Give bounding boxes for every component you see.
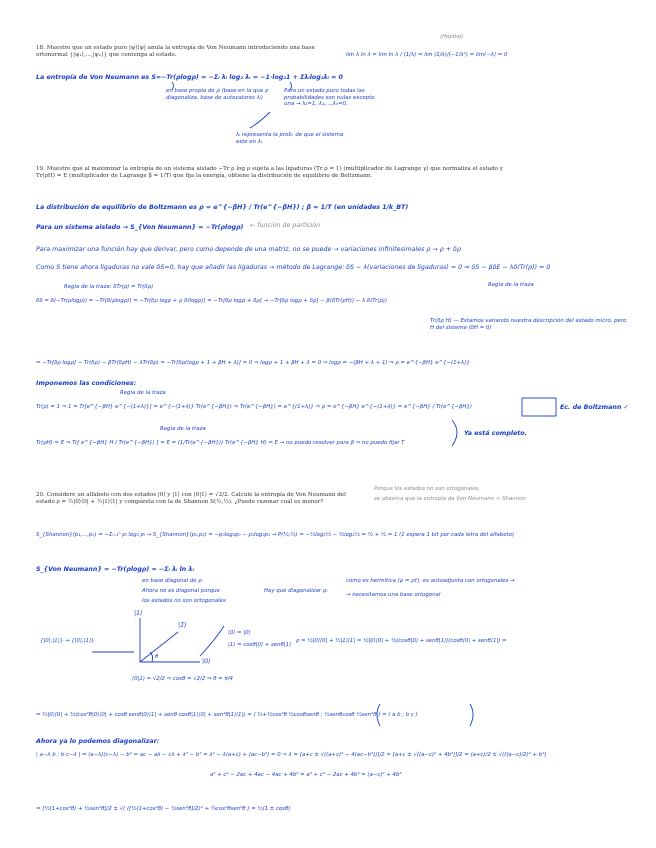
vector-1: |1⟩ = cosθ|0⟩ + senθ|1⟩ — [228, 642, 292, 648]
lagrange-method: Como S tiene ahora ligaduras no vale δS=0, hay que añadir las ligaduras → método de Lagrange: δS − λ(variaciones de ligaduras) = 0 ⇒ δS − βδE − λδ(Tr(ρ)) = 0 — [36, 264, 551, 271]
boltzmann-distribution: La distribución de equilibrio de Boltzmann es ρ = e^{−βH} / Tr(e^{−βH}) ; β = 1/T (en unidades 1/k_BT) — [36, 204, 409, 211]
normalization-condition: Tr(ρ) = 1 ⇒ 1 = Tr[e^{−βH} e^{−(1+λ)}] = e^{−(1+λ)} Tr(e^{−βH}) ⇒ Tr(e^{−βH}) = e^{(1+λ)} ⇒ ρ = e^{−βH} e^{−(1+λ)} = e^{−βH} / Tr(e^{−βH}) — [36, 404, 472, 410]
curve-arrow — [200, 626, 224, 656]
diagram-label-0: |0⟩ — [202, 658, 211, 665]
gray-note-1: Porque los estados no son ortogonales, — [374, 486, 481, 492]
brace-2 — [290, 82, 292, 90]
hopital-label: (Hôpital) — [440, 34, 464, 40]
problem-number: 18. — [36, 45, 45, 51]
variation-result: = −Tr[δρ logρ] − Tr(δρ) − βTr(δρH) − λTr(δρ) = −Tr[δρ(logρ + 1 + βH + λ)] = 0 ⇒ logρ + 1 + βH + λ = 0 ⇒ logρ = −(βH + λ + 1) ⇒ ρ = e^{−βH} e^{−(1+λ)} — [36, 360, 470, 366]
boltzmann-label: Ec. de Boltzmann ✓ — [560, 404, 629, 411]
note-proper-basis: en base propia de ρ (base en la que ρ diagonaliza, base de autovalores λᵢ) — [166, 88, 269, 101]
hermitian-note-1: como es hermítica (ρ = ρ†), es autoadjunta con ortogonales → — [346, 578, 515, 584]
energy-condition: Tr(ρH) = E ⇒ Tr[ e^{−βH} H / Tr(e^{−βH}) ] = E = (1/Tr(e^{−βH})) Tr(e^{−βH} H) = E → no puedo resolver para β ⇒ no puedo fijar T — [36, 440, 405, 446]
trace-rule-left: Regla de la traza: δTr(ρ) = Tr(δρ) — [64, 284, 154, 290]
basis-map: {|0⟩,|1⟩} → {|0⟩,|1⟩} — [40, 638, 95, 644]
hermitian-note-2: → necesitamos una base ortogonal — [346, 592, 441, 598]
arrow-lambda — [250, 112, 270, 128]
entropy-variation: δS = δ(−Tr(ρlogρ)) = −Tr[δ(ρlogρ)] = −Tr[δρ logρ + ρ δ(logρ)] = −Tr[δρ logρ + δρ] → −Tr[δρ logρ + δρ] − β(δTr(ρH)) − λ δ(Tr(ρ)) — [36, 298, 388, 304]
diagram-label-1-tilde: |1̃⟩ — [178, 622, 187, 629]
shannon-entropy: S_{Shannon}(p₁,...,pₙ) = −Σᵢ₌₁ⁿ pᵢ log₂ pᵢ → S_{Shannon}(p₀,p₁) = −p₀log₂p₀ − p₁log₂p₁ → P(½,½) = −½log₂½ − ½log₂½ = ½ + ½ = 1 (1 espera 1 bit por cada letra del alfabeto) — [36, 532, 515, 538]
eigenvalues-final: = [½(1+cos²θ) + ½sen²θ]/2 ± √( ([½(1+cos²θ) − ½sen²θ]/2)² + ¼cos²θsen²θ ) = ½(1 ± cosθ) — [36, 806, 291, 812]
trace-rule-low: Regla de la traza — [160, 426, 206, 432]
bracket-complete — [452, 420, 457, 446]
von-neumann-entropy-20: S_{Von Neumann} = −Tr(ρlogρ) = −Σᵢ λᵢ ln λᵢ — [36, 566, 194, 573]
problem-number: 20. — [36, 492, 45, 498]
diagonalize-note: Hay que diagonalizar ρ: — [264, 588, 329, 594]
brace-1 — [172, 82, 174, 90]
matrix-right-bracket — [470, 704, 473, 726]
limit-equation: lim λ ln λ = lim ln λ / (1/λ) = lim (1/λ)/(−1/λ²) = lim(−λ) = 0 — [346, 52, 508, 58]
isolated-system-entropy: Para un sistema aislado → S_{Von Neumann} = −Tr(ρlogρ) — [36, 224, 244, 231]
von-neumann-formula: La entropía de Von Neumann es S=−Tr(ρlogρ) = −Σᵢ λᵢ log₂ λᵢ = −1·log₂1 + Σλᵢlog₂λᵢ = 0 — [36, 74, 343, 81]
discriminant-expansion: a² + c² − 2ac + 4ac − 4ac + 4b² = a² + c² − 2ac + 4b² = (a−c)² + 4b² — [210, 772, 402, 778]
problem-text: Considere un alfabeto con dos estados |0⟩ y |1⟩ con ⟨0|1⟩ = √2/2. Calcule la entropía de Von Neumann del estado ρ = ½|0⟩⟨0| + ½|1⟩⟨1| y compárela con la de Shannon S(½,½). ¿Puede razonar cuál es menor? — [36, 492, 346, 505]
impose-conditions: Imponemos las condiciones: — [36, 380, 137, 387]
problem-text: Muestre que al maximizar la entropía de un sistema aislado −Tr ρ log ρ sujeta a las ligaduras (Tr ρ = 1) (multiplicador de Lagrange γ) que normaliza el estado y Tr(ρH) = E (multiplicador de Lagrange β = 1/T) que fija la energía, obtiene la distribución de equilibrio de Boltzmann. — [36, 166, 503, 179]
problem-number: 19. — [36, 166, 45, 172]
partition-function-note: ← función de partición — [250, 222, 321, 229]
diagram-label-1: |1⟩ — [134, 610, 143, 617]
problem-text: Muestre que un estado puro |ψ⟩⟨ψ| anula la entropía de Von Neumann introduciendo una base ortonormal {|ψ₁⟩,...,|ψₙ⟩} que contenga al estado. — [36, 45, 315, 58]
basis-note-1: en base diagonal de ρ — [142, 578, 202, 584]
basis-note-2: Ahora no es diagonal porque — [142, 588, 220, 594]
basis-note-3: los estados no son ortogonales — [142, 598, 226, 604]
diagonalize-now: Ahora ya lo podemos diagonalizar: — [36, 738, 160, 745]
boxed-result — [522, 398, 556, 416]
trace-rule-right: Regla de la traza — [488, 282, 534, 288]
complete-note: Ya está completo. — [464, 430, 528, 437]
note-lambda-probability: λᵢ representa la prob. de que el sistema esté en λᵢ — [236, 132, 344, 145]
energy-variation-note: Tr(δρ H) — Estamos variando nuestra descripción del estado micro, pero H del sistema (δH = 0) — [430, 318, 627, 331]
vector-0: |0⟩ = |0⟩ — [228, 630, 251, 636]
angle-note: ⟨0|1⟩ = √2/2 ⇒ cosθ = √2/2 ⇒ θ = π/4 — [132, 676, 233, 682]
rho-expansion: ρ = ½|0⟩⟨0| + ½|1⟩⟨1| = ½|0⟩⟨0| + ½(cosθ|0⟩ + senθ|1⟩)(cosθ⟨0| + senθ⟨1|) = — [296, 638, 507, 644]
rotated-vector — [140, 632, 178, 662]
diagram-label-theta: θ — [155, 654, 159, 660]
trace-rule-mid: Regla de la traza — [120, 390, 166, 396]
gray-note-2: se observa que la entropía de Von Neumann < Shannon — [374, 496, 526, 502]
note-pure-state: Para un estado puro todas las probabilidades son nulas excepto una → λ₁=1, λ₂,...,λₙ=0. — [284, 88, 375, 107]
variation-note: Para maximizar una función hay que derivar, pero como depende de una matriz, no se puede → variaciones infinitesimales ρ → ρ + δρ — [36, 246, 461, 253]
density-matrix: = ½|0⟩⟨0| + ½(cos²θ|0⟩⟨0| + cosθ senθ|0⟩⟨1| + senθ cosθ|1⟩⟨0| + sen²θ|1⟩⟨1|) = ( ½+½cos²θ ½cosθsenθ ; ½senθcosθ ½sen²θ ) = ( a b ; b c ) — [36, 712, 418, 718]
characteristic-equation: | a−λ b ; b c−λ | = (a−λ)(c−λ) − b² = ac − aλ − cλ + λ² − b² = λ² − λ(a+c) + (ac−b²) = 0 ⇒ λ = [a+c ± √((a+c)² − 4(ac−b²))]/2 = [a+c ± √((a−c)² + 4b²)]/2 = (a+c)/2 ± √(((a−c)/2)² + b²) — [36, 752, 547, 758]
